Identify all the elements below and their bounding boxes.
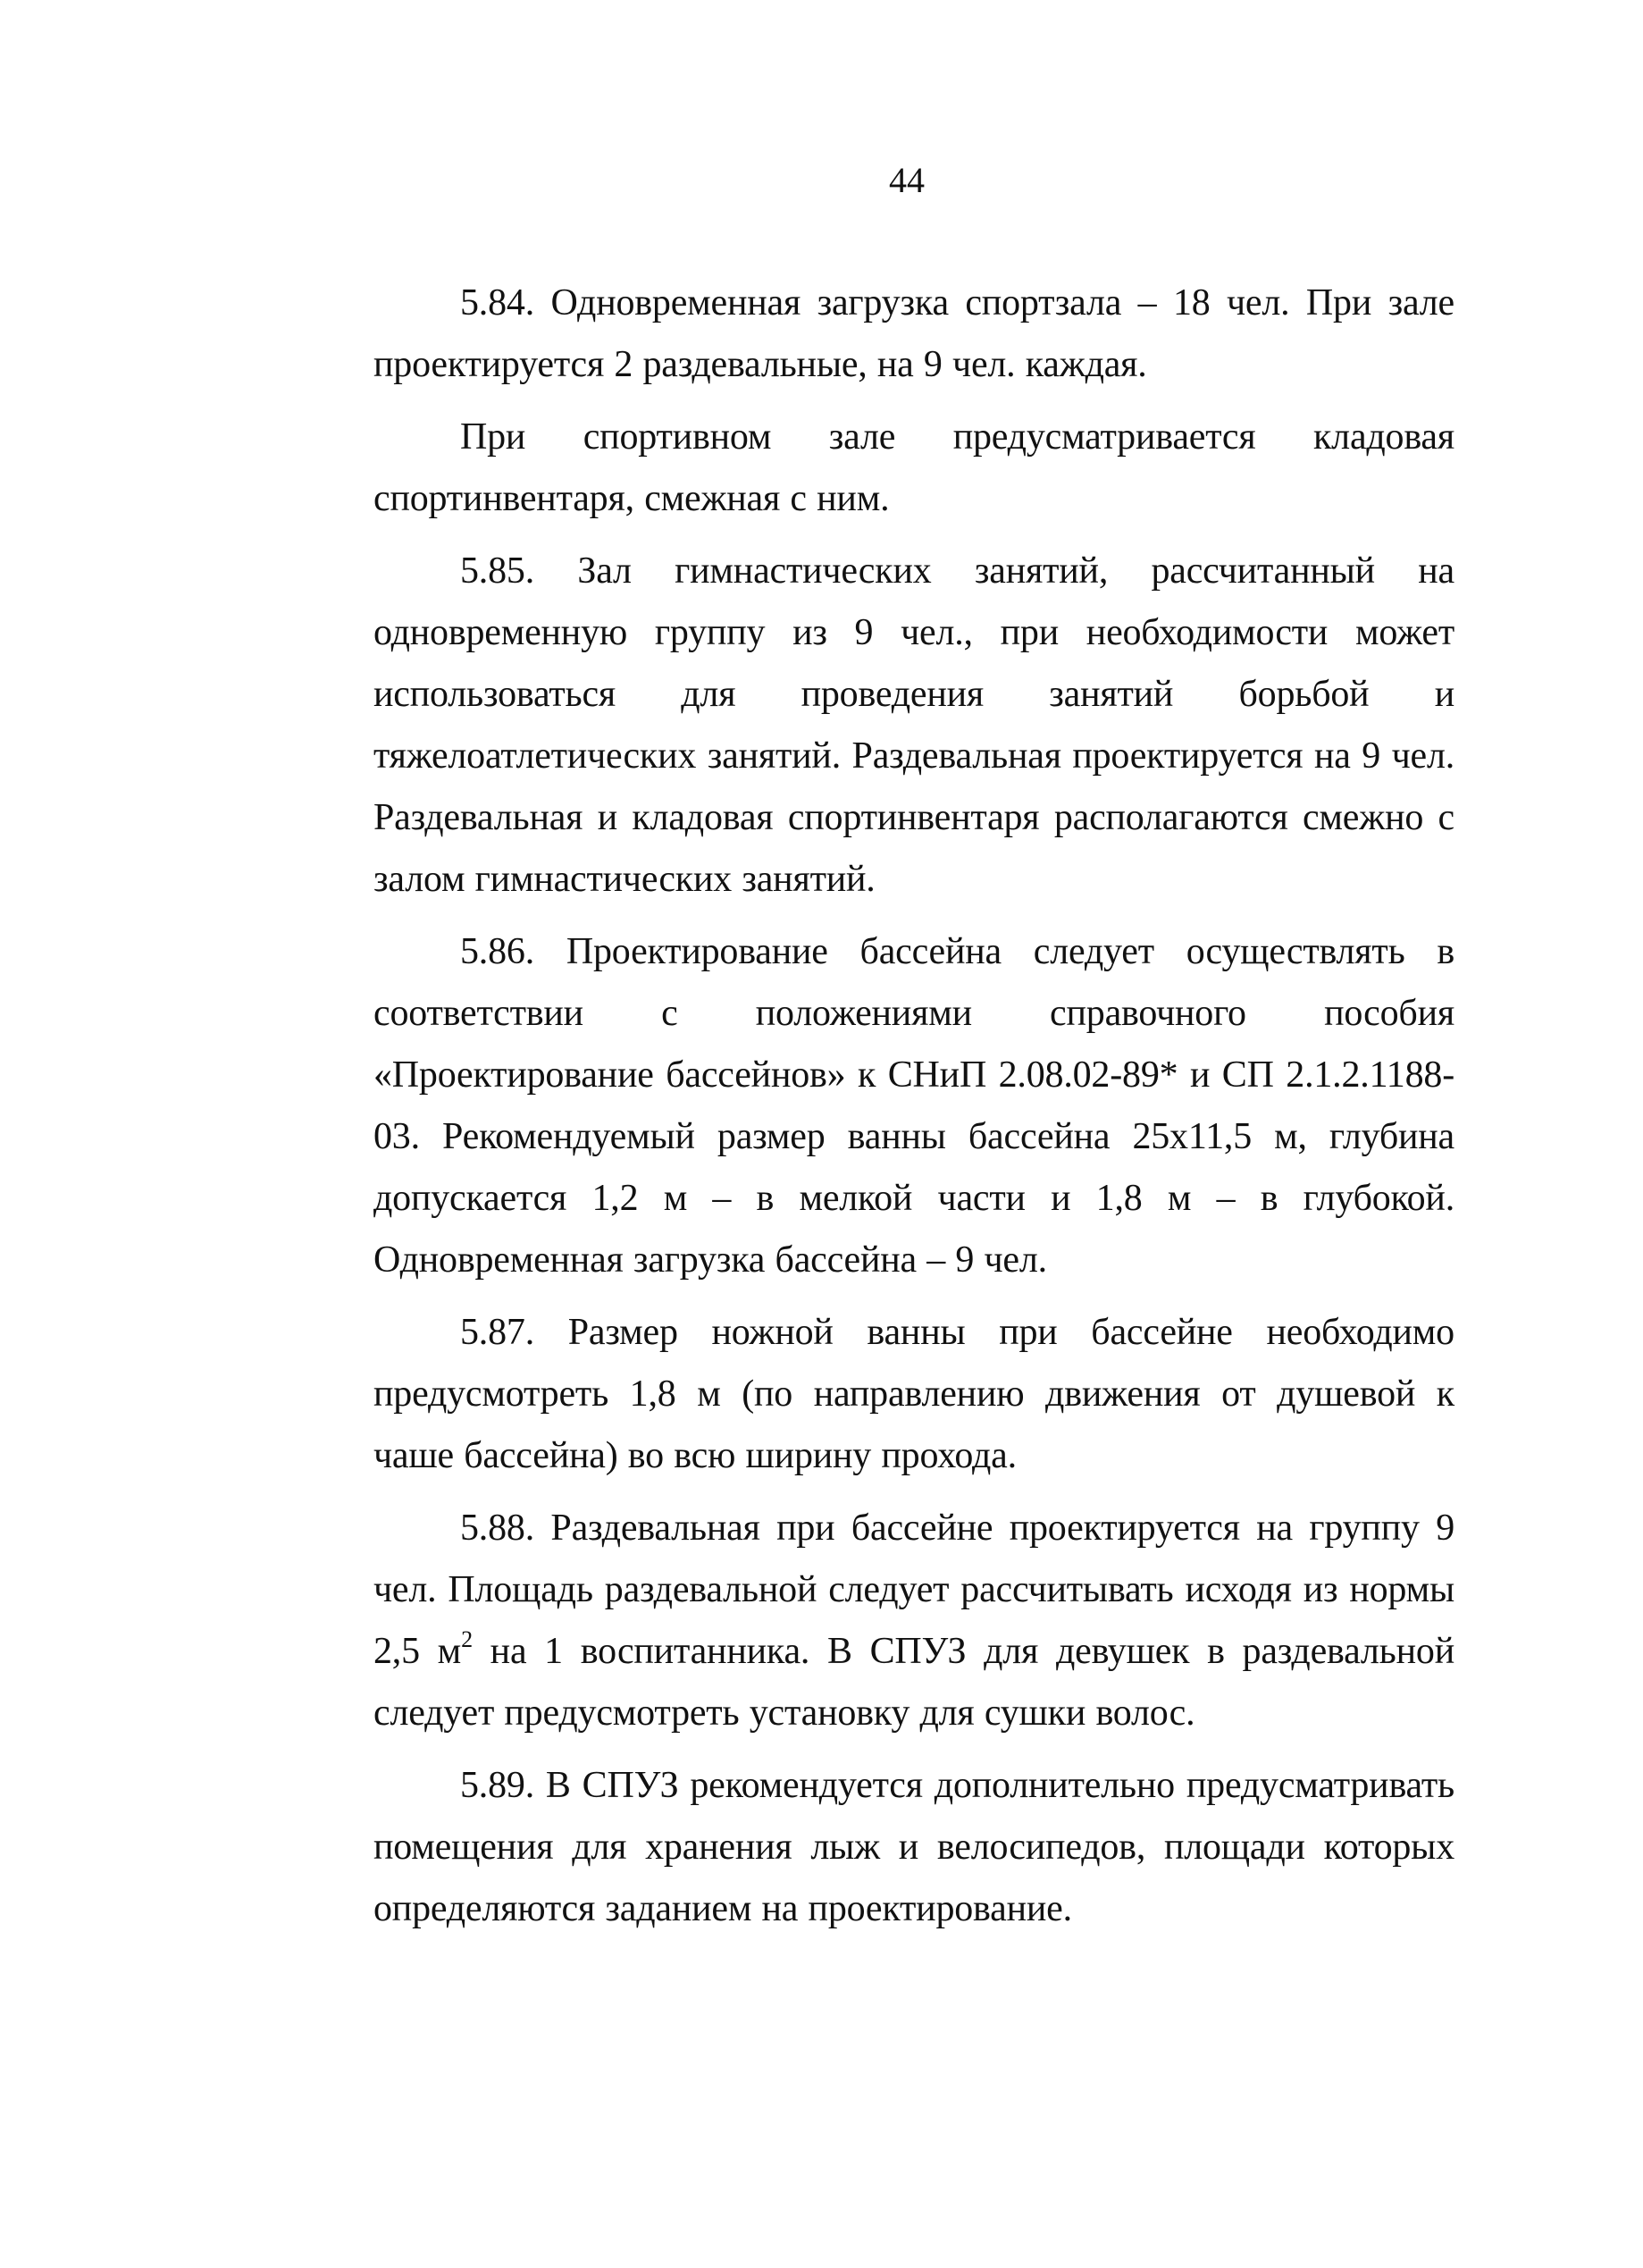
paragraph-5-87: 5.87. Размер ножной ванны при бассейне необходимо предусмотреть 1,8 м (по направлению движения от душевой к чаше бассейна) во всю ширину прохода. — [373, 1312, 1454, 1476]
paragraph-sports-storage: При спортивном зале предусматривается кладовая спортинвентаря, смежная с ним. — [373, 416, 1454, 519]
paragraph-5-84: 5.84. Одновременная загрузка спортзала – 18 чел. При зале проектируется 2 раздевальные, на 9 чел. каждая. — [373, 282, 1454, 385]
document-body — [373, 273, 1454, 1951]
area-unit-superscript: 2 — [461, 1626, 473, 1652]
paragraph-5-88-text-end: на 1 воспитанника. В СПУЗ для девушек в раздевальной следует предусмотреть установку для сушки волос. — [373, 1631, 1454, 1734]
paragraph-5-85: 5.85. Зал гимнастических занятий, рассчитанный на одновременную группу из 9 чел., при необходимости может использоваться для проведения занятий борьбой и тяжелоатлетических занятий. Раздевальная проектируется на 9 чел. Раздевальная и кладовая спортинвентаря располагаются смежно с залом гимнастических занятий. — [373, 550, 1454, 900]
paragraph-5-88-text-start: 5.88. Раздевальная при бассейне проектируется на группу 9 чел. Площадь раздевальной следует рассчитывать исходя из нормы 2,5 м — [373, 1508, 1454, 1672]
paragraph-5-89: 5.89. В СПУЗ рекомендуется дополнительно предусматривать помещения для хранения лыж и велосипедов, площади которых определяются заданием на проектирование. — [373, 1765, 1454, 1929]
page-number: 44 — [889, 160, 925, 200]
paragraph-5-86: 5.86. Проектирование бассейна следует осуществлять в соответствии с положениями справочного пособия «Проектирование бассейнов» к СНиП 2.08.02-89* и СП 2.1.2.1188-03. Рекомендуемый размер ванны бассейна 25х11,5 м, глубина допускается 1,2 м – в мелкой части и 1,8 м – в глубокой. Одновременная загрузка бассейна – 9 чел. — [373, 931, 1454, 1281]
paragraph-5-88 — [373, 1498, 1454, 1744]
